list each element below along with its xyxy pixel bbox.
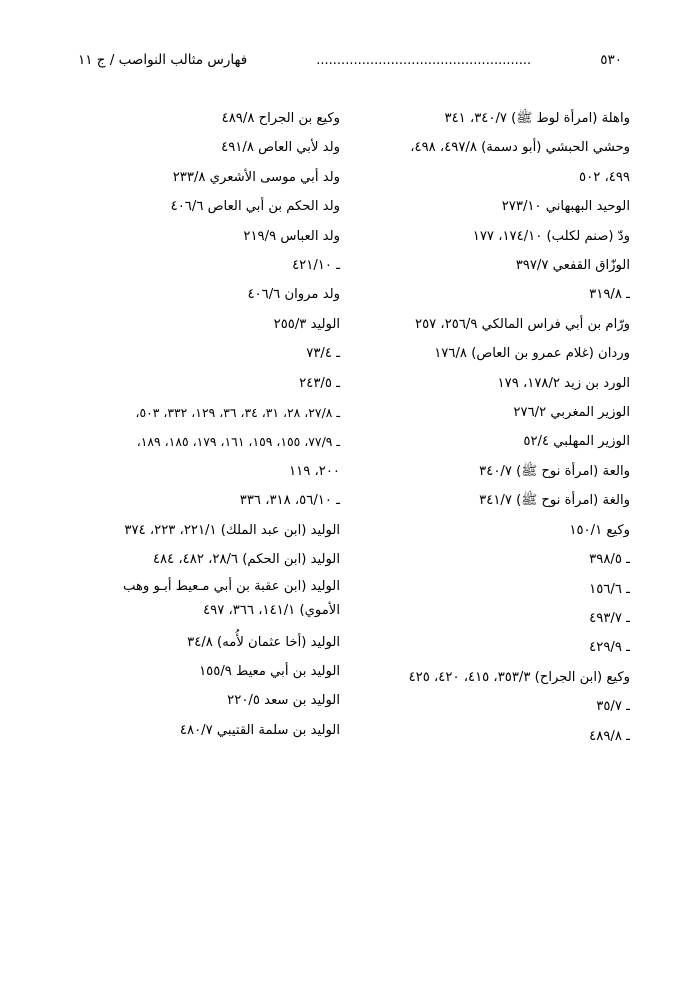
index-entry: الوليد بن سعد ٢٢٠/٥ bbox=[227, 693, 340, 709]
index-entry: الوليد بن سلمة القتيبي ٤٨٠/٧ bbox=[179, 722, 340, 738]
index-entry: ودّ (صنم لكلب) ١٧٤/١٠، ١٧٧ bbox=[472, 228, 630, 244]
index-entry: واهلة (امرأة لوط ﷺ) ٣٤٠/٧، ٣٤١ bbox=[444, 111, 630, 126]
index-entry: وكيع (ابن الجراح) ٣٥٣/٣، ٤١٥، ٤٢٠، ٤٢٥ bbox=[408, 669, 630, 685]
index-entry: ـ ٤٢١/١٠ bbox=[292, 258, 340, 274]
index-entry: ـ ١٥٦/٦ bbox=[589, 581, 630, 597]
index-entry: والعة (امرأة نوح ﷺ) ٣٤٠/٧ bbox=[479, 463, 630, 479]
index-entry: ولد لأبي العاص ٤٩١/٨ bbox=[221, 140, 340, 156]
index-entry: ـ ٣١٩/٨ bbox=[589, 287, 630, 303]
index-column-right bbox=[360, 104, 630, 751]
index-entry bbox=[70, 575, 340, 628]
index-column-left bbox=[70, 104, 340, 751]
index-entry: ولد العباس ٢١٩/٩ bbox=[243, 228, 340, 244]
index-entry: ـ ٢٧/٨، ٢٨، ٣١، ٣٤، ٣٦، ١٢٩، ٣٣٢، ٥٠٣، bbox=[135, 405, 340, 421]
index-entry: ولد مروان ٤٠٦/٦ bbox=[247, 287, 340, 303]
header-dot-leader: .................................................... bbox=[316, 53, 532, 68]
page-header bbox=[78, 52, 622, 74]
header-title: فهارس مثالب النواصب / ج ١١ bbox=[78, 52, 248, 68]
index-entry-line2: الأموي) ١٤١/١، ٣٦٦، ٤٩٧ bbox=[203, 602, 340, 618]
index-entry: ـ ٤٢٩/٩ bbox=[589, 640, 630, 656]
index-columns bbox=[70, 104, 630, 751]
index-entry: وكيع ١٥٠/١ bbox=[569, 522, 630, 538]
page-number: ٥٣٠ bbox=[600, 52, 622, 68]
index-entry: والغة (امرأة نوح ﷺ) ٣٤١/٧ bbox=[479, 493, 630, 509]
index-entry: ولد الحكم بن أبي العاص ٤٠٦/٦ bbox=[170, 199, 340, 215]
index-entry: ـ ٤٩٣/٧ bbox=[589, 610, 630, 626]
index-entry: ـ ٧٣/٤ bbox=[306, 346, 340, 362]
index-entry: وردان (غلام عمرو بن العاص) ١٧٦/٨ bbox=[434, 346, 630, 362]
index-entry: ٢٠٠، ١١٩ bbox=[289, 463, 340, 479]
index-entry: ـ ٤٨٩/٨ bbox=[589, 728, 630, 744]
index-entry: ـ ٧٧/٩، ١٥٥، ١٥٩، ١٦١، ١٧٩، ١٨٥، ١٨٩، bbox=[136, 434, 340, 450]
index-entry: الورد بن زيد ١٧٨/٢، ١٧٩ bbox=[497, 375, 630, 391]
index-entry-line1: الوليد (ابن عقبة بن أبي مـعيط أبـو وهب bbox=[123, 578, 340, 594]
index-entry: ورّام بن أبي فراس المالكي ٢٥٦/٩، ٢٥٧ bbox=[414, 316, 630, 332]
index-entry: ولد أبي موسى الأشعري ٢٣٣/٨ bbox=[172, 169, 340, 185]
index-entry: وحشي الحبشي (أبو دسمة) ٤٩٧/٨، ٤٩٨، bbox=[410, 140, 630, 156]
index-entry: الوحيد البهبهاني ٢٧٣/١٠ bbox=[501, 199, 630, 215]
index-entry: ـ ٣٥/٧ bbox=[596, 699, 630, 715]
index-entry: ٤٩٩، ٥٠٢ bbox=[579, 169, 630, 185]
index-entry: الوزير المهلبي ٥٢/٤ bbox=[523, 434, 630, 450]
index-entry: ـ ٥٦/١٠، ٣١٨، ٣٣٦ bbox=[239, 493, 340, 509]
index-entry: ـ ٢٤٣/٥ bbox=[299, 375, 340, 391]
index-entry: الوزّاق القفعي ٣٩٧/٧ bbox=[515, 258, 630, 274]
index-entry: الوزير المغربي ٢٧٦/٢ bbox=[513, 405, 630, 421]
index-entry: الوليد ٢٥٥/٣ bbox=[273, 316, 340, 332]
index-entry: وكيع بن الجراح ٤٨٩/٨ bbox=[221, 111, 340, 126]
index-entry: الوليد (ابن عبد الملك) ٢٢١/١، ٢٢٣، ٣٧٤ bbox=[124, 522, 340, 538]
index-entry: ـ ٣٩٨/٥ bbox=[589, 552, 630, 568]
index-entry: الوليد بن أبي معيط ١٥٥/٩ bbox=[199, 663, 340, 679]
index-entry: الوليد (ابن الحكم) ٢٨/٦، ٤٨٢، ٤٨٤ bbox=[152, 552, 340, 568]
index-entry: الوليد (أخا عثمان لأُمه) ٣٤/٨ bbox=[187, 634, 340, 650]
